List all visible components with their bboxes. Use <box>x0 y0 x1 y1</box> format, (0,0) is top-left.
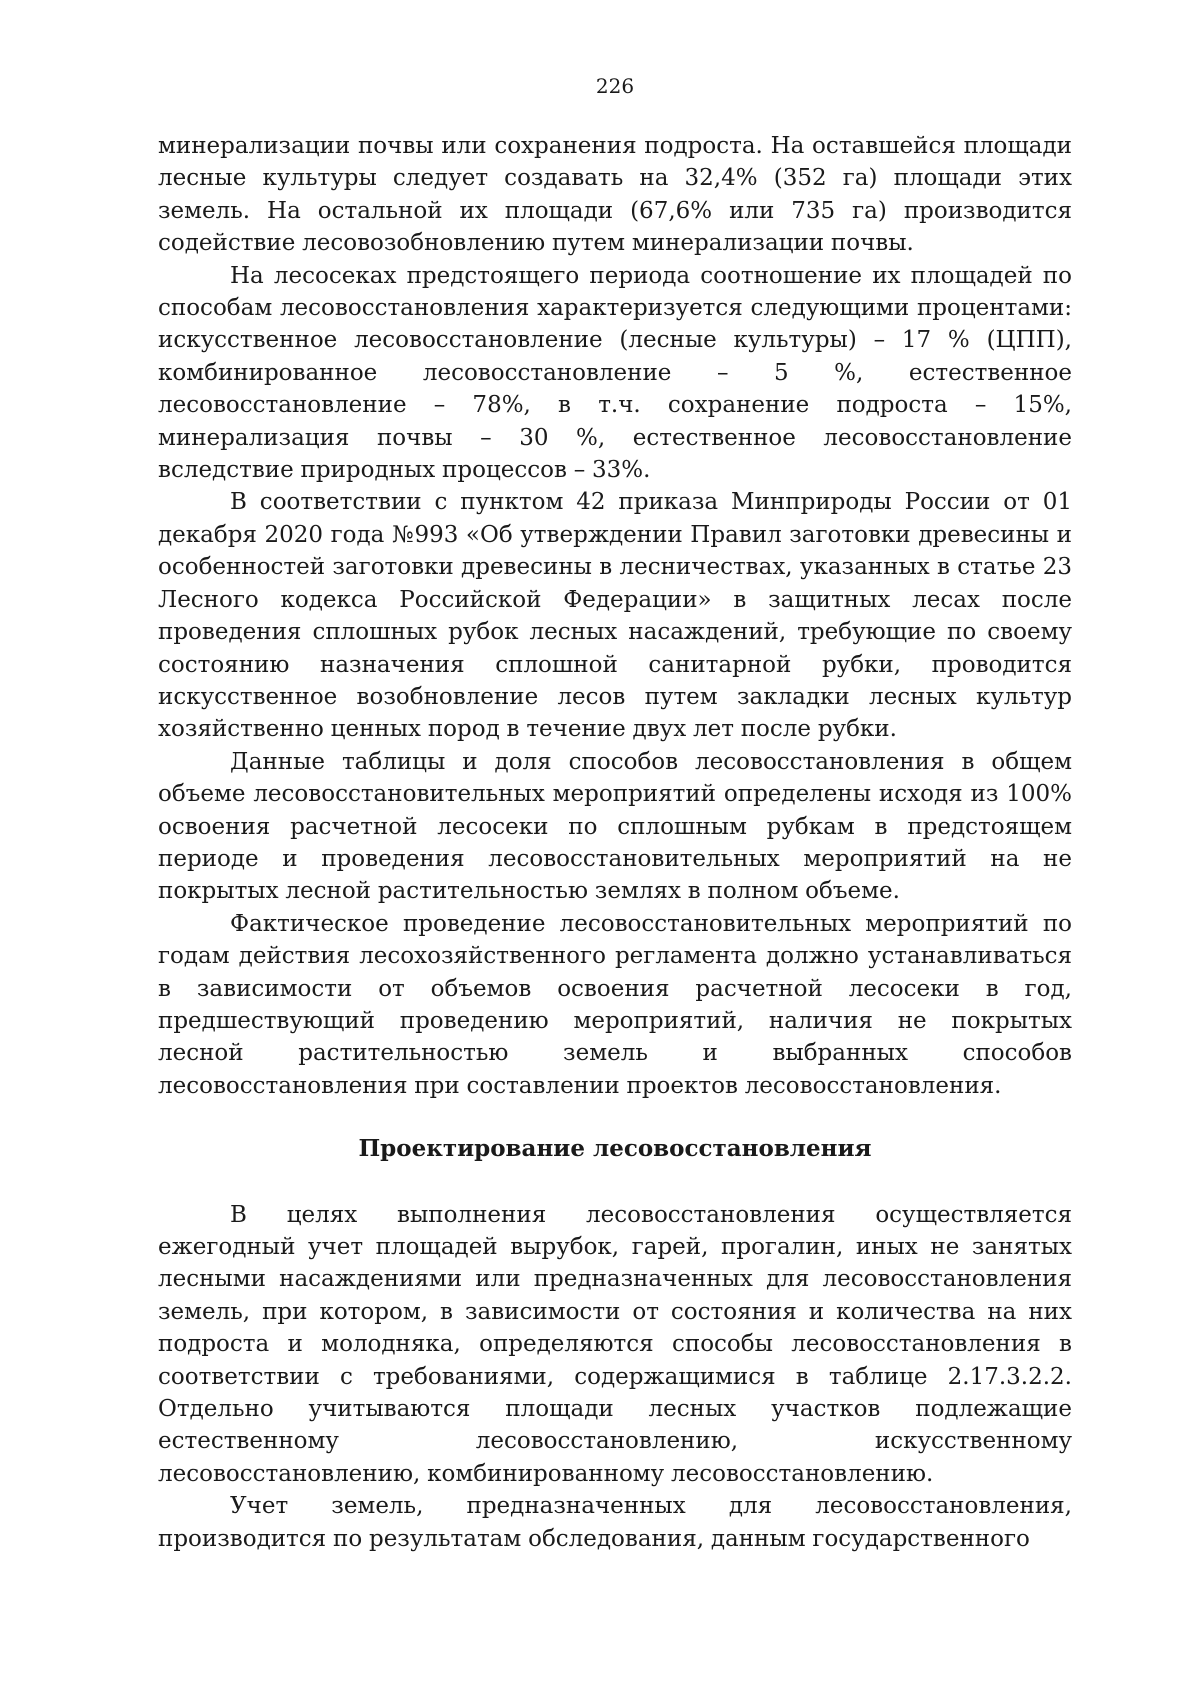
paragraph: На лесосеках предстоящего периода соотношение их площадей по способам лесовосстановления характеризуется следующими процентами: искусственное лесовосстановление (лесные культуры) – 17 % (ЦПП), комбинированное лесовосстановление – 5 %, естественное лесовосстановление – 78%, в т.ч. сохранение подроста – 15%, минерализация почвы – 30 %, естественное лесовосстановление вследствие природных процессов – 33%. <box>158 262 1072 484</box>
document-page <box>158 0 1072 1697</box>
paragraph: Данные таблицы и доля способов лесовосстановления в общем объеме лесовосстановительных мероприятий определены исходя из 100% освоения расчетной лесосеки по сплошным рубкам в предстоящем периоде и проведения лесовосстановительных мероприятий на не покрытых лесной растительностью землях в полном объеме. <box>158 748 1072 905</box>
paragraph: В целях выполнения лесовосстановления осуществляется ежегодный учет площадей вырубок, гарей, прогалин, иных не занятых лесными насаждениями или предназначенных для лесовосстановления земель, при котором, в зависимости от состояния и количества на них подроста и молодняка, определяются способы лесовосстановления в соответствии с требованиями, содержащимися в таблице 2.17.3.2.2. Отдельно учитываются площади лесных участков подлежащие естественному лесовосстановлению, искусственному лесовосстановлению, комбинированному лесовосстановлению. <box>158 1201 1072 1487</box>
paragraph: В соответствии с пунктом 42 приказа Минприроды России от 01 декабря 2020 года №993 «Об утверждении Правил заготовки древесины и особенностей заготовки древесины в лесничествах, указанных в статье 23 Лесного кодекса Российской Федерации» в защитных лесах после проведения сплошных рубок лесных насаждений, требующие по своему состоянию назначения сплошной санитарной рубки, проводится искусственное возобновление лесов путем закладки лесных культур хозяйственно ценных пород в течение двух лет после рубки. <box>158 489 1072 743</box>
paragraph: минерализации почвы или сохранения подроста. На оставшейся площади лесные культуры следует создавать на 32,4% (352 га) площади этих земель. На остальной их площади (67,6% или 735 га) производится содействие лесовозобновлению путем минерализации почвы. <box>158 133 1072 257</box>
paragraph: Фактическое проведение лесовосстановительных мероприятий по годам действия лесохозяйственного регламента должно устанавливаться в зависимости от объемов освоения расчетной лесосеки в год, предшествующий проведению мероприятий, наличия не покрытых лесной растительностью земель и выбранных способов лесовосстановления при составлении проектов лесовосстановления. <box>158 910 1072 1099</box>
document-body <box>158 130 1072 1555</box>
page-number: 226 <box>595 74 635 98</box>
paragraph: Учет земель, предназначенных для лесовосстановления, производится по результатам обследования, данным государственного <box>158 1493 1072 1552</box>
section-heading: Проектирование лесовосстановления <box>358 1135 872 1163</box>
